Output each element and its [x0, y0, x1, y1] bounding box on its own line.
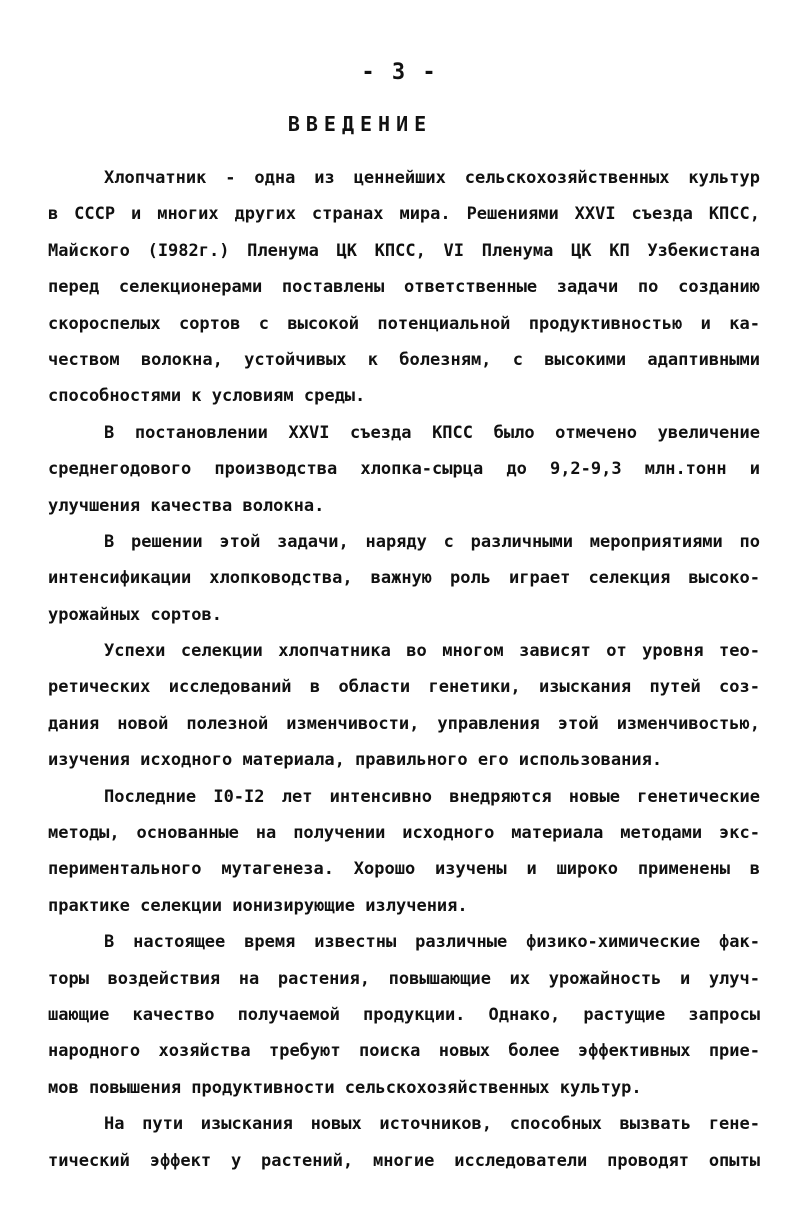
section-title: ВВЕДЕНИЕ: [287, 112, 433, 136]
body-text: [48, 160, 760, 1179]
text-line: практике селекции ионизирующие излучения.: [48, 895, 468, 916]
text-line: В постановлении ХХVI съезда КПСС было отмечено увеличение: [104, 422, 760, 443]
text-line: способностями к условиям среды.: [48, 386, 366, 407]
text-line: скороспелых сортов с высокой потенциальной продуктивностью и ка-: [48, 313, 760, 334]
text-line: мов повышения продуктивности сельскохозяйственных культур.: [48, 1077, 642, 1098]
text-line: методы, основанные на получении исходного материала методами экс-: [48, 823, 760, 844]
text-line: Хлопчатник - одна из ценнейших сельскохозяйственных культур: [104, 168, 760, 188]
text-line: На пути изыскания новых источников, способных вызвать гене-: [104, 1114, 760, 1135]
text-line: Успехи селекции хлопчатника во многом зависят от уровня тео-: [104, 641, 760, 662]
text-line: среднегодового производства хлопка-сырца до 9,2-9,3 млн.тонн и: [48, 459, 760, 480]
text-line: народного хозяйства требуют поиска новых более эффективных прие-: [48, 1041, 760, 1062]
text-line: чеством волокна, устойчивых к болезням, с высокими адаптивными: [48, 349, 760, 370]
text-line: тический эффект у растений, многие исследователи проводят опыты: [48, 1150, 760, 1171]
text-line: интенсификации хлопководства, важную роль играет селекция высоко-: [48, 568, 760, 589]
text-line: перед селекционерами поставлены ответственные задачи по созданию: [48, 277, 760, 298]
text-line: В настоящее время известны различные физико-химические фак-: [104, 932, 760, 953]
text-line: урожайных сортов.: [48, 604, 222, 625]
text-line: изучения исходного материала, правильного его использования.: [48, 750, 663, 771]
text-line: ретических исследований в области генетики, изыскания путей соз-: [48, 677, 760, 698]
text-line: дания новой полезной изменчивости, управления этой изменчивостью,: [48, 713, 760, 734]
text-line: улучшения качества волокна.: [48, 495, 325, 516]
text-line: периментального мутагенеза. Хорошо изучены и широко применены в: [48, 859, 760, 880]
text-line: Последние I0-I2 лет интенсивно внедряются новые генетические: [104, 786, 760, 807]
text-line: В решении этой задачи, наряду с различными мероприятиями по: [104, 531, 760, 552]
text-line: шающие качество получаемой продукции. Однако, растущие запросы: [48, 1004, 760, 1025]
text-line: Майского (I982г.) Пленума ЦК КПСС, VI Пленума ЦК КП Узбекистана: [48, 240, 760, 261]
text-line: торы воздействия на растения, повышающие их урожайность и улуч-: [48, 968, 760, 989]
text-line: в СССР и многих других странах мира. Решениями ХХVI съезда КПСС,: [48, 204, 760, 225]
page-number: - 3 -: [361, 60, 438, 85]
